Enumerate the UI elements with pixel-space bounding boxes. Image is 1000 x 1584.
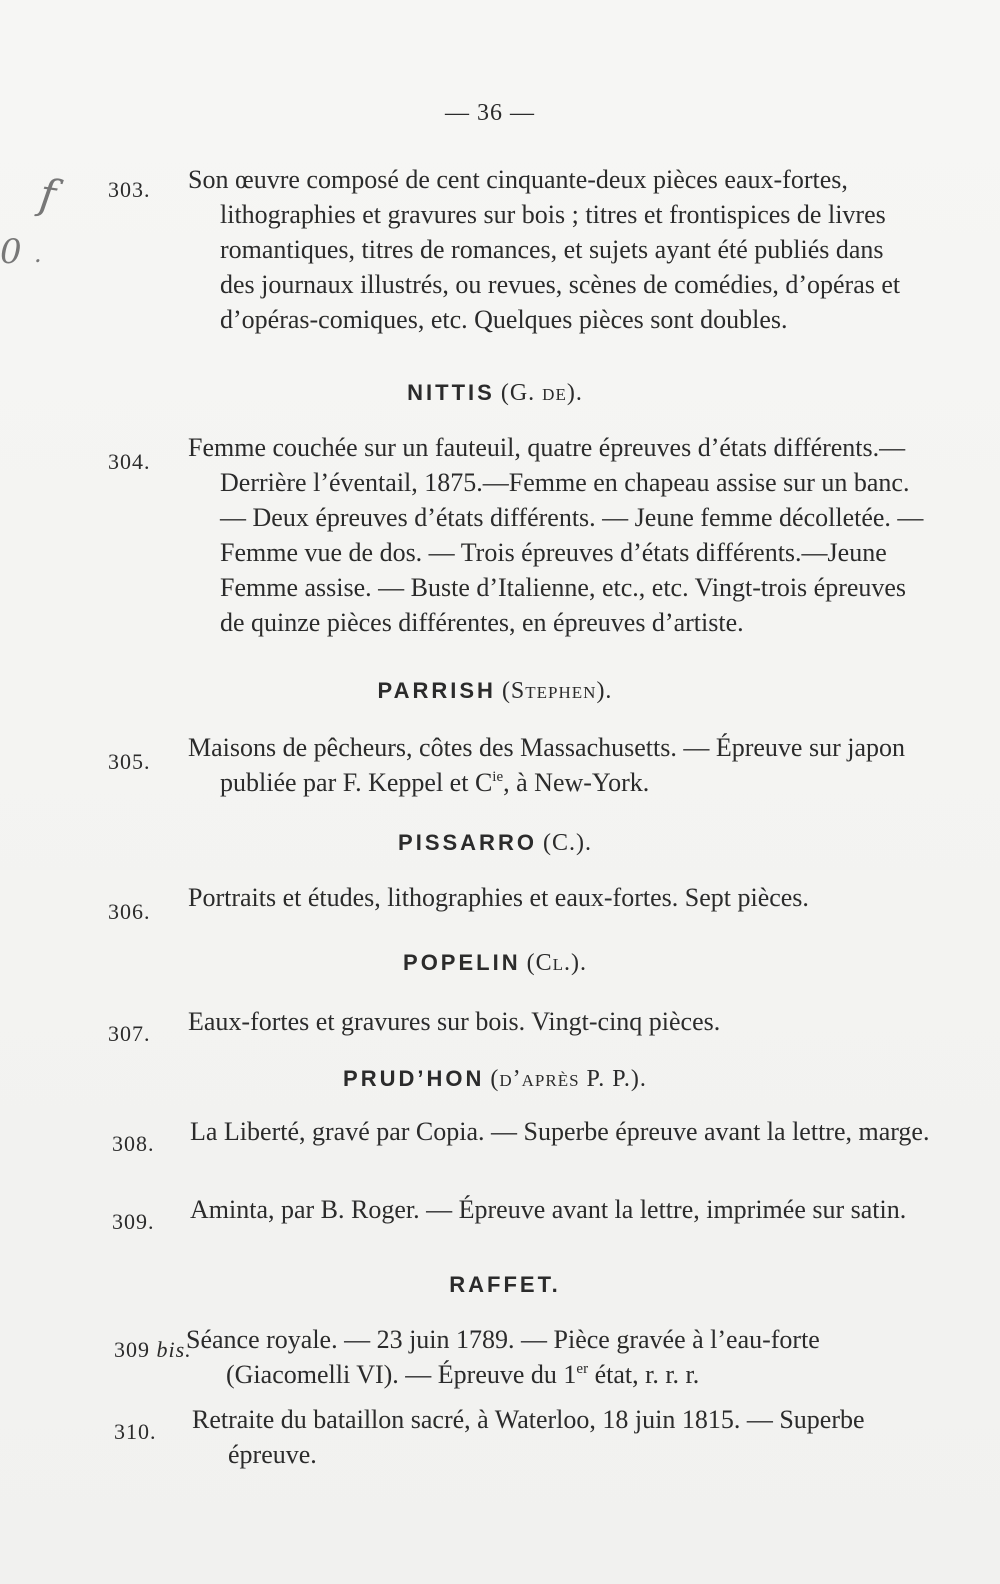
- artist-heading-prudhon: [0, 1066, 990, 1093]
- lot-text: Maisons de pêcheurs, côtes des Massachusetts. — Épreuve sur japon publiée par F. Keppel et C: [188, 733, 905, 797]
- lot-description: Femme couchée sur un fauteuil, quatre épreuves d’états différents.—Derrière l’éventail, 1875.—Femme en chapeau assise sur un banc. — Deux épreuves d’états différents. — Jeune femme décolletée. — Femme vue de dos. — Trois épreuves d’états différents.—Jeune Femme assise. — Buste d’Italienne, etc., etc. Vingt-trois épreuves de quinze pièces différentes, en épreuves d’artiste.: [188, 433, 924, 637]
- lot-number-digits: 309: [114, 1337, 150, 1362]
- lot-number: 304.: [108, 449, 151, 474]
- lot-number: 305.: [108, 749, 151, 774]
- lot-description: La Liberté, gravé par Copia. — Superbe épreuve avant la lettre, marge.: [190, 1117, 930, 1146]
- lot-entry-309: [112, 1192, 907, 1264]
- lot-description: Son œuvre composé de cent cinquante-deux pièces eaux-fortes, lithographies et gravures sur bois ; titres et frontispices de livres romantiques, titres de romances, et sujets ayant été publiés dans des journaux illustrés, ou revues, scènes de comédies, d’opéras et d’opéras-comiques, etc. Quelques pièces sont doubles.: [188, 165, 901, 334]
- artist-name: PRUD’HON: [343, 1066, 485, 1091]
- superscript: er: [576, 1361, 589, 1377]
- artist-name: NITTIS: [407, 380, 495, 405]
- lot-entry-308: [112, 1114, 930, 1186]
- lot-number: 309.: [112, 1209, 155, 1234]
- lot-number: 303.: [108, 177, 151, 202]
- lot-number: 306.: [108, 899, 151, 924]
- artist-name: POPELIN: [403, 950, 521, 975]
- lot-number: 310.: [114, 1419, 157, 1444]
- lot-description: Aminta, par B. Roger. — Épreuve avant la lettre, imprimée sur satin.: [190, 1195, 907, 1224]
- artist-heading-parrish: [0, 678, 990, 705]
- lot-entry-304: [108, 430, 924, 670]
- artist-heading-raffet: [0, 1272, 1000, 1299]
- artist-heading-pissarro: [0, 830, 990, 857]
- lot-entry-303: [108, 162, 901, 372]
- page-number: — 36 —: [445, 100, 535, 126]
- artist-qualifier: (Cl.).: [526, 950, 587, 976]
- lot-number: 308.: [112, 1131, 155, 1156]
- lot-text-end: état, r. r. r.: [588, 1360, 700, 1389]
- artist-qualifier: (C.).: [542, 830, 592, 856]
- artist-name: PARRISH: [377, 678, 496, 703]
- artist-heading-nittis: [0, 380, 990, 407]
- lot-description: Portraits et études, lithographies et eaux-fortes. Sept pièces.: [188, 883, 809, 912]
- artist-qualifier: (G. de).: [500, 380, 583, 406]
- lot-description: Retraite du bataillon sacré, à Waterloo, 18 juin 1815. — Superbe épreuve.: [192, 1405, 865, 1469]
- lot-entry-305: [108, 730, 905, 802]
- lot-entry-306: [108, 880, 898, 924]
- lot-description: Eaux-fortes et gravures sur bois. Vingt-cinq pièces.: [188, 1007, 721, 1036]
- artist-qualifier: (Stephen).: [501, 678, 613, 704]
- lot-description: [186, 1322, 942, 1392]
- handwritten-mark-dot: .: [34, 240, 42, 268]
- lot-text: Séance royale. — 23 juin 1789. — Pièce gravée à l’eau-forte (Giacomelli VI). — Épreuve du 1: [186, 1325, 820, 1389]
- artist-qualifier: (d’après P. P.).: [490, 1066, 647, 1092]
- artist-name: RAFFET.: [449, 1272, 561, 1297]
- handwritten-mark-zero: 0: [0, 232, 22, 272]
- lot-entry-307: [108, 1004, 898, 1044]
- lot-number: 307.: [108, 1021, 151, 1046]
- lot-entry-310: [114, 1402, 904, 1474]
- lot-entry-309-bis: [114, 1322, 904, 1394]
- lot-text-end: , à New-York.: [503, 768, 650, 797]
- handwritten-mark-f: f: [36, 169, 59, 220]
- lot-number: [114, 1332, 192, 1367]
- superscript: ie: [492, 769, 504, 785]
- artist-heading-popelin: [0, 950, 990, 977]
- lot-number-suffix: bis.: [156, 1337, 192, 1362]
- artist-name: PISSARRO: [398, 830, 537, 855]
- lot-description: [188, 730, 925, 800]
